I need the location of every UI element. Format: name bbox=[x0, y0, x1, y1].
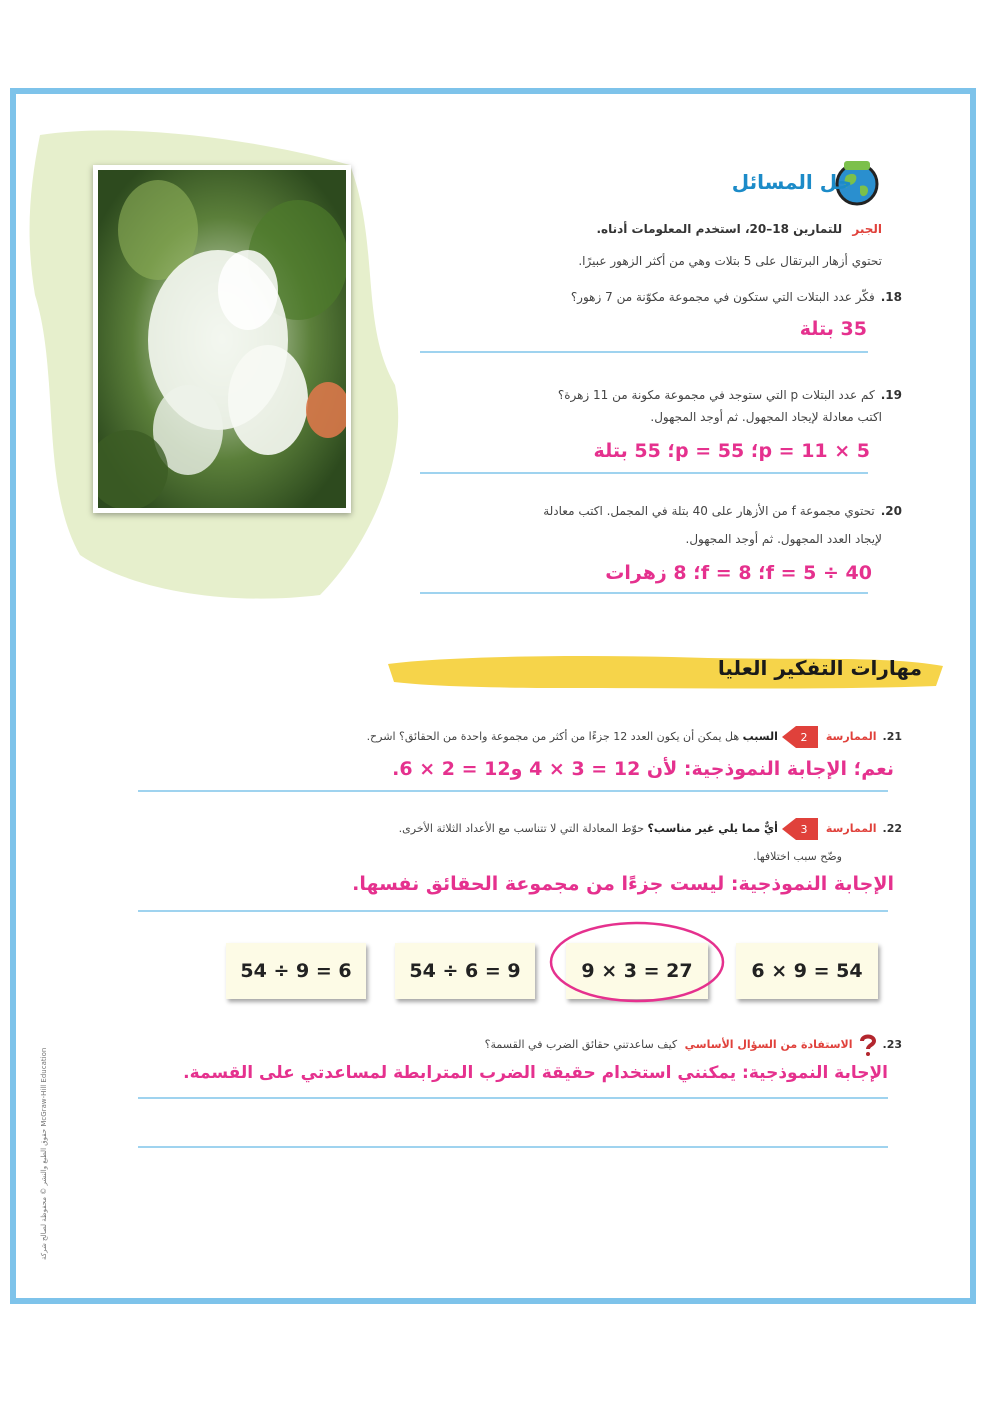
instructions bbox=[596, 222, 882, 236]
answer-21: نعم؛ الإجابة النموذجية: لأن 12 = 3 × 4 و12 = 2 × 6. bbox=[392, 758, 894, 780]
answer-23: الإجابة النموذجية: يمكنني استخدام حقيقة الضرب المترابطة لمساعدتي على القسمة. bbox=[183, 1063, 888, 1083]
flower-photo bbox=[93, 165, 351, 513]
section-banner-title: مهارات التفكير العليا bbox=[717, 656, 922, 680]
question-number: 23. bbox=[882, 1038, 902, 1051]
essential-question-label: الاستفادة من السؤال الأساسي bbox=[684, 1038, 853, 1051]
svg-text:2: 2 bbox=[800, 731, 808, 744]
answer-line bbox=[138, 790, 888, 792]
equation-card[interactable]: 6 × 9 = 54 bbox=[736, 943, 878, 999]
question-mark-icon bbox=[859, 1034, 877, 1056]
instructions-text: للتمارين 18–20، استخدم المعلومات أدناه. bbox=[596, 222, 843, 236]
svg-text:3: 3 bbox=[800, 823, 808, 836]
answer-line bbox=[420, 592, 868, 594]
answer-18: 35 بتلة bbox=[799, 318, 867, 340]
copyright-text: حقوق الطبع والنشر © محفوظة لصالح شركة McGraw-Hill Education bbox=[40, 1047, 48, 1260]
question-number: 20. bbox=[880, 504, 902, 518]
question-23 bbox=[485, 1034, 902, 1056]
answer-line bbox=[420, 351, 868, 353]
question-number: 19. bbox=[880, 388, 902, 402]
question-22-line2: وضّح سبب اختلافها. bbox=[753, 850, 842, 863]
section-title: حل المسائل bbox=[731, 170, 852, 194]
question-19 bbox=[558, 384, 902, 406]
answer-line bbox=[138, 1097, 888, 1099]
question-text: تحتوي مجموعة f من الأزهار على 40 بتلة في المجمل. اكتب معادلة bbox=[543, 504, 875, 518]
question-20 bbox=[543, 500, 902, 522]
equation-card[interactable]: 54 ÷ 9 = 6 bbox=[226, 943, 366, 999]
question-number: 22. bbox=[882, 822, 902, 835]
answer-circle bbox=[548, 920, 726, 1004]
answer-line bbox=[420, 472, 868, 474]
question-text: هل يمكن أن يكون العدد 12 جزءًا من أكثر من مجموعة واحدة من الحقائق؟ اشرح. bbox=[366, 730, 740, 743]
question-21 bbox=[367, 726, 902, 748]
answer-line bbox=[138, 910, 888, 912]
skill-label: الممارسة bbox=[825, 822, 877, 835]
question-keyword: أيٌّ مما يلي غير مناسب؟ bbox=[647, 822, 778, 835]
question-number: 18. bbox=[880, 290, 902, 304]
question-number: 21. bbox=[882, 730, 902, 743]
skill-label: الممارسة bbox=[825, 730, 877, 743]
question-keyword: السبب bbox=[742, 730, 778, 743]
question-text: كم عدد البتلات p التي ستوجد في مجموعة مكونة من 11 زهرة؟ bbox=[557, 388, 875, 402]
question-19-line2: اكتب معادلة لإيجاد المجهول. ثم أوجد المجهول. bbox=[650, 410, 882, 424]
answer-line bbox=[138, 1146, 888, 1148]
equation-card[interactable]: 54 ÷ 6 = 9 bbox=[395, 943, 535, 999]
question-text: فكّر عدد البتلات التي ستكون في مجموعة مكوّنة من 7 زهور؟ bbox=[570, 290, 875, 304]
practice-badge-icon bbox=[782, 726, 818, 748]
question-22 bbox=[399, 818, 902, 840]
question-text: حوّط المعادلة التي لا تتناسب مع الأعداد الثلاثة الأخرى. bbox=[398, 822, 645, 835]
question-text: كيف ساعدتني حقائق الضرب في القسمة؟ bbox=[484, 1038, 678, 1051]
algebra-label: الجبر bbox=[852, 222, 882, 236]
context-text: تحتوي أزهار البرتقال على 5 بتلات وهي من أكثر الزهور عبيرًا. bbox=[578, 254, 882, 268]
question-18 bbox=[571, 286, 902, 308]
question-20-line2: لإيجاد العدد المجهول. ثم أوجد المجهول. bbox=[685, 532, 882, 546]
copyright-side-text bbox=[40, 1000, 58, 1280]
equation-card-circled[interactable]: 9 × 3 = 27 bbox=[566, 943, 708, 999]
answer-22: الإجابة النموذجية: ليست جزءًا من مجموعة الحقائق نفسها. bbox=[352, 873, 894, 895]
practice-badge-icon bbox=[782, 818, 818, 840]
answer-20: f = 5 ÷ 40؛ 8 = f؛ 8 زهرات bbox=[605, 562, 872, 584]
answer-19: p = 11 × 5؛ p = 55؛ 55 بتلة bbox=[593, 440, 870, 462]
